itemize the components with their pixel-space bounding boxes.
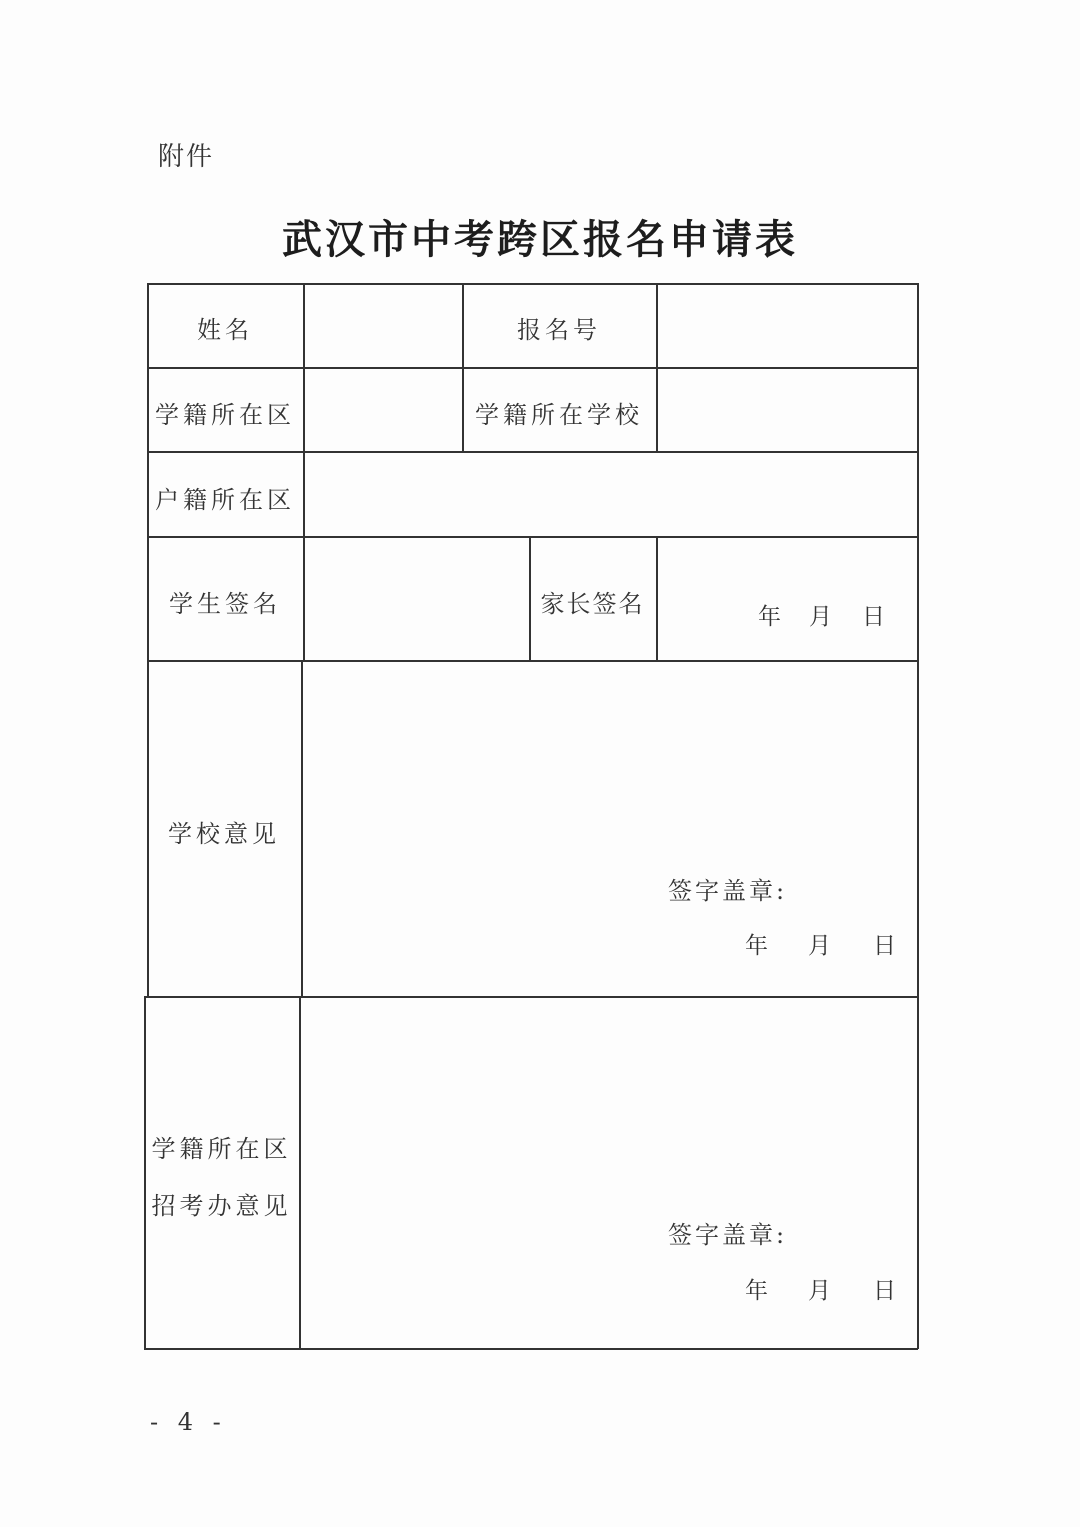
table-border-left	[147, 283, 149, 996]
student-signature-label: 学生签名	[169, 590, 281, 618]
school-field[interactable]	[658, 369, 916, 451]
parent-sign-day: 日	[862, 604, 885, 630]
table-border-left	[144, 996, 146, 1349]
form-title: 武汉市中考跨区报名申请表	[282, 216, 798, 263]
school-district-label: 学籍所在区	[155, 401, 295, 429]
registration-number-label: 报名号	[517, 316, 601, 344]
registration-number-field[interactable]	[658, 285, 916, 367]
household-district-label: 户籍所在区	[155, 486, 295, 514]
parent-signature-label: 家长签名	[540, 590, 645, 618]
table-border-bottom	[144, 1348, 918, 1350]
parent-sign-year: 年	[758, 604, 781, 630]
parent-sign-month: 月	[809, 604, 832, 630]
school-opinion-year: 年	[745, 933, 768, 959]
district-office-label-line2: 招考办意见	[151, 1192, 292, 1220]
student-signature-field[interactable]	[305, 538, 528, 660]
household-district-field[interactable]	[305, 453, 916, 536]
school-district-field[interactable]	[305, 369, 461, 451]
school-opinion-label: 学校意见	[168, 820, 280, 848]
district-opinion-year: 年	[745, 1278, 768, 1304]
school-sign-seal-label: 签字盖章:	[668, 877, 788, 905]
attachment-label: 附件	[158, 142, 215, 172]
school-opinion-month: 月	[808, 933, 831, 959]
table-border-right	[917, 283, 919, 1349]
school-opinion-day: 日	[873, 933, 896, 959]
district-opinion-month: 月	[808, 1278, 831, 1304]
district-opinion-day: 日	[873, 1278, 896, 1304]
district-office-label-line1: 学籍所在区	[151, 1135, 292, 1163]
page-number: - 4 -	[150, 1408, 227, 1436]
school-label: 学籍所在学校	[475, 401, 643, 429]
name-field[interactable]	[305, 285, 461, 367]
district-sign-seal-label: 签字盖章:	[668, 1221, 788, 1249]
name-label: 姓名	[197, 316, 253, 344]
